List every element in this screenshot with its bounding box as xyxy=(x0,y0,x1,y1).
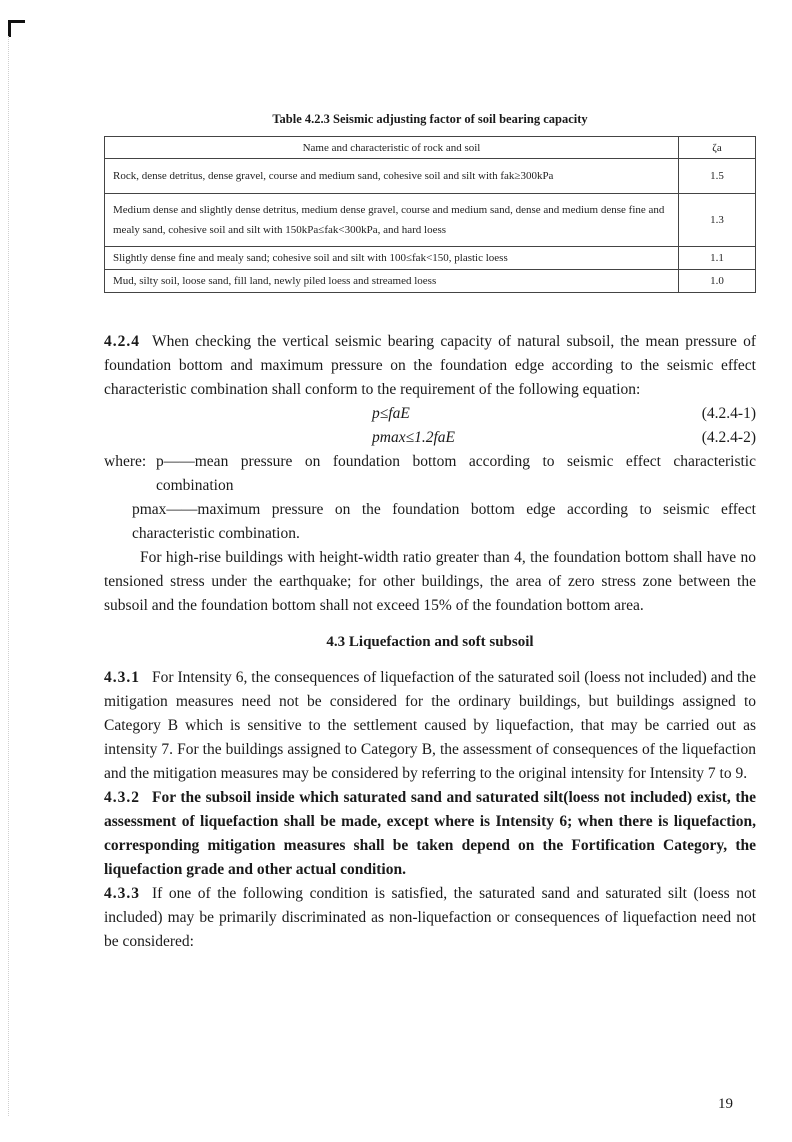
table-cell-name: Mud, silty soil, loose sand, fill land, newly piled loess and streamed loess xyxy=(105,270,679,293)
page-number: 19 xyxy=(718,1096,733,1112)
clause-number: 4.3.2 xyxy=(104,789,140,806)
main-text xyxy=(104,330,756,954)
section-title: 4.3 Liquefaction and soft subsoil xyxy=(326,634,534,650)
definition: pmax——maximum pressure on the foundation bottom edge according to seismic effect characteristic combination. xyxy=(132,501,756,542)
where-block xyxy=(104,450,756,546)
table-row xyxy=(105,247,756,270)
clause-text: If one of the following condition is satisfied, the saturated sand and saturated silt (loess not included) may be primarily discriminated as non-liquefaction or consequences of liquefaction need not be considered: xyxy=(104,885,756,950)
clause-4-3-1 xyxy=(104,666,756,786)
table-cell-name: Medium dense and slightly dense detritus, medium dense gravel, course and medium sand, dense and medium dense fine and mealy sand, cohesive soil and silt with 150kPa≤fak<300kPa, and hard loess xyxy=(105,194,679,247)
equation: pmax≤1.2faE xyxy=(372,429,455,446)
clause-number: 4.3.3 xyxy=(104,885,140,902)
table-header-row xyxy=(105,137,756,159)
margin-guide xyxy=(8,36,10,1116)
equation-number: (4.2.4-2) xyxy=(701,429,756,446)
equation-number: (4.2.4-1) xyxy=(701,405,756,422)
table-row xyxy=(105,194,756,247)
clause-4-3-3 xyxy=(104,882,756,954)
table-cell-value: 1.5 xyxy=(679,159,756,194)
equation: p≤faE xyxy=(372,405,410,422)
paragraph: For high-rise buildings with height-width ratio greater than 4, the foundation bottom shall have no tensioned stress under the earthquake; for other buildings, the area of zero stress zone between the subsoil and the foundation bottom shall not exceed 15% of the foundation bottom area. xyxy=(104,549,756,614)
equation-row xyxy=(104,402,756,426)
table-header-name: Name and characteristic of rock and soil xyxy=(105,137,679,159)
clause-text: For the subsoil inside which saturated sand and saturated silt(loess not included) exist, the assessment of liquefaction shall be made, except where is Intensity 6; when there is liquefaction, corresponding mitigation measures shall be taken depend on the Fortification Category, the liquefaction grade and other actual condition. xyxy=(104,789,756,878)
table-caption: Table 4.2.3 Seismic adjusting factor of soil bearing capacity xyxy=(272,112,588,126)
table-cell-value: 1.3 xyxy=(679,194,756,247)
clause-number: 4.2.4 xyxy=(104,333,140,350)
table-row xyxy=(105,270,756,293)
table-cell-name: Rock, dense detritus, dense gravel, course and medium sand, cohesive soil and silt with fak≥300kPa xyxy=(105,159,679,194)
table-cell-name: Slightly dense fine and mealy sand; cohesive soil and silt with 100≤fak<150, plastic loess xyxy=(105,247,679,270)
table-row xyxy=(105,159,756,194)
where-label: where: xyxy=(104,453,147,470)
clause-text: For Intensity 6, the consequences of liquefaction of the saturated soil (loess not included) and the mitigation measures need not be considered for the ordinary buildings, but buildings assigned to Category B which is sensitive to the settlement caused by liquefaction, that may be carried out as intensity 7. For the buildings assigned to Category B, the assessment of consequences of the liquefaction and the mitigation measures may be considered by referring to the original intensity for Intensity 7 to 9. xyxy=(104,669,756,782)
clause-number: 4.3.1 xyxy=(104,669,140,686)
clause-text: When checking the vertical seismic bearing capacity of natural subsoil, the mean pressure of foundation bottom and maximum pressure on the foundation edge according to the seismic effect characteristic combination shall conform to the requirement of the following equation: xyxy=(104,333,756,398)
definition: p——mean pressure on foundation bottom according to seismic effect characteristic combination xyxy=(156,453,756,494)
equation-row xyxy=(104,426,756,450)
crop-mark xyxy=(8,20,25,37)
clause-4-3-2 xyxy=(104,786,756,882)
table-cell-value: 1.0 xyxy=(679,270,756,293)
clause-4-2-4 xyxy=(104,330,756,402)
table-header-factor: ζa xyxy=(679,137,756,159)
table-cell-value: 1.1 xyxy=(679,247,756,270)
seismic-factor-table xyxy=(104,136,756,293)
